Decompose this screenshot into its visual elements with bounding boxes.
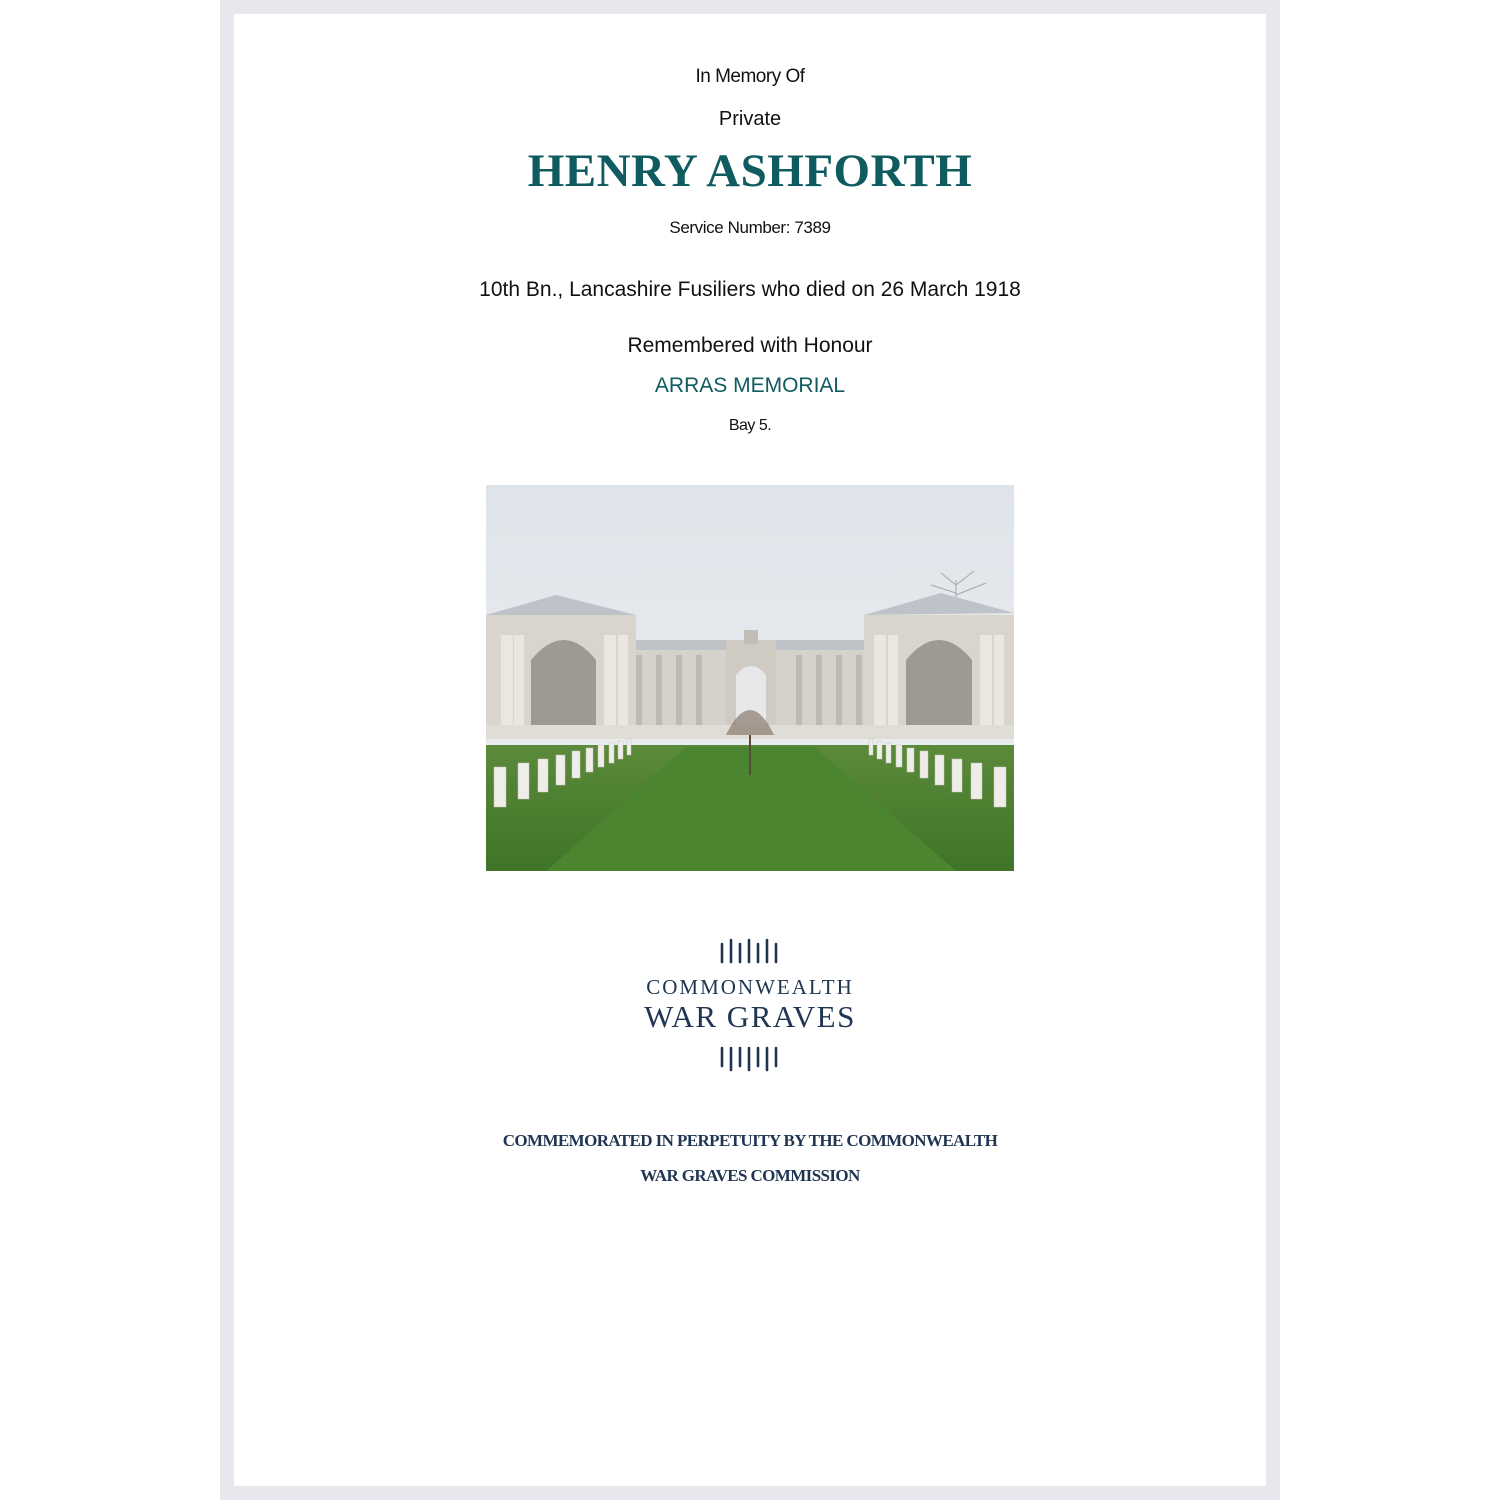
soldier-name: HENRY ASHFORTH [527, 145, 973, 197]
memorial-photo [486, 485, 1014, 871]
footer-line-1: COMMEMORATED IN PERPETUITY BY THE COMMONWEALTH [502, 1131, 998, 1150]
logo-text-war-graves: WAR GRAVES [644, 999, 856, 1034]
rank: Private [718, 108, 782, 130]
footer-line-2: WAR GRAVES COMMISSION [640, 1166, 860, 1185]
logo-text-commonwealth: COMMONWEALTH [646, 975, 854, 999]
memorial-location: Bay 5. [728, 417, 772, 434]
memorial-name: ARRAS MEMORIAL [654, 374, 846, 397]
in-memory-heading: In Memory Of [695, 66, 805, 87]
remembered-with-honour: Remembered with Honour [627, 334, 873, 357]
unit-and-death-date: 10th Bn., Lancashire Fusiliers who died on 26 March 1918 [479, 278, 1021, 301]
certificate-page [234, 14, 1266, 1486]
service-number: Service Number: 7389 [669, 218, 831, 237]
